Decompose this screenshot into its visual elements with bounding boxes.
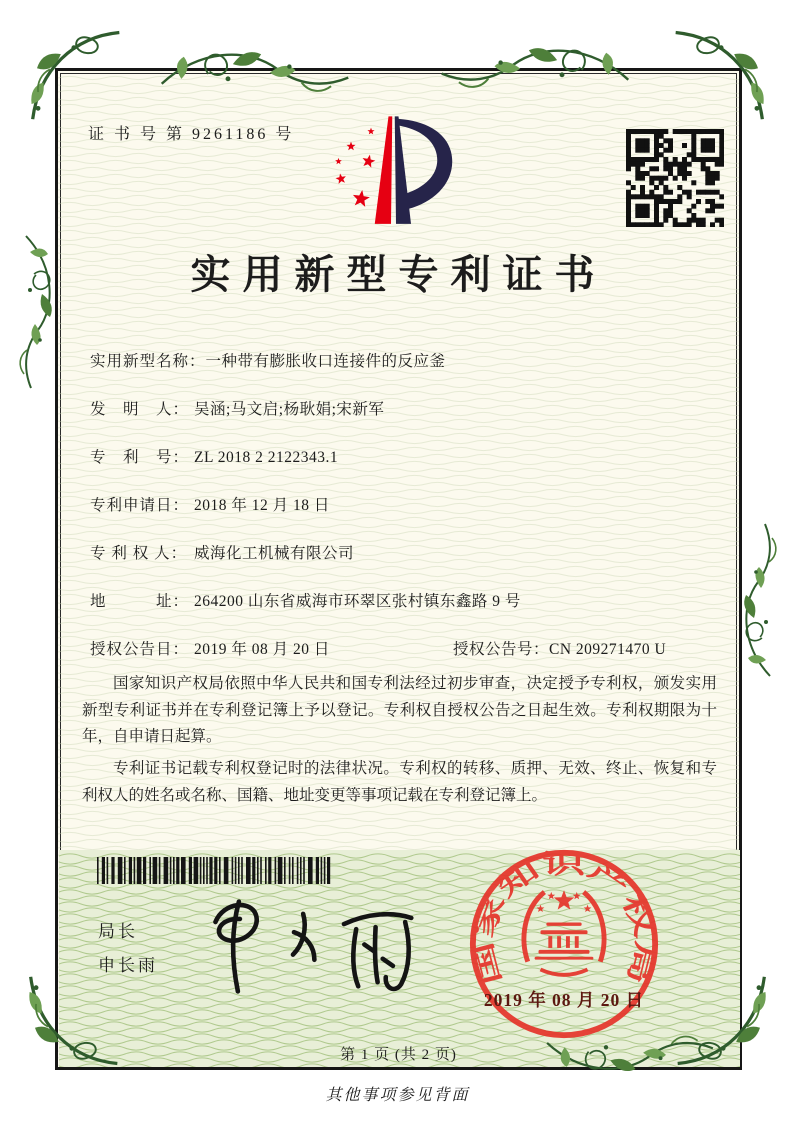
cnipa-logo-icon [326,111,476,243]
field-value: 一种带有膨胀收口连接件的反应釜 [205,353,446,370]
vine-ornament-icon [736,520,780,680]
official-seal-icon [466,846,662,1042]
field-row-filing-date [90,493,719,541]
field-value: 264200 山东省威海市环翠区张村镇东鑫路 9 号 [194,593,521,610]
field-label: 专利申请日： [90,497,190,514]
border-frame [55,68,742,1070]
qr-code [626,129,724,227]
national-emblem [524,890,604,975]
commissioner-post: 局长 [98,922,138,941]
page-indicator: 第 1 页 (共 2 页) [340,1047,457,1063]
legal-paragraph-grant: 国家知识产权局依照中华人民共和国专利法经过初步审查，决定授予专利权，颁发实用新型专利证书并在专利登记簿上予以登记。专利权自授权公告之日起生效。专利权期限为十年，自申请日起算。 [82,675,717,746]
field-label: 实用新型名称： [90,353,206,370]
certificate-title: 实用新型专利证书 [190,252,607,297]
field-value: 2019 年 08 月 20 日 [194,641,330,658]
seal-agency-text: 国家知识产权局 [467,849,661,988]
back-note: 其他事项参见背面 [325,1087,470,1104]
seal-date: 2019 年 08 月 20 日 [483,990,645,1010]
field-grant-number [453,637,666,659]
logo-red-wedge [375,116,393,224]
svg-text:国家知识产权局 [467,849,661,988]
field-label: 专 利 权 人： [90,545,188,562]
field-value: 2018 年 12 月 18 日 [194,497,330,514]
signature-icon [193,887,448,1005]
field-list [90,349,719,685]
field-value: 吴涵;马文启;杨耿娟;宋新军 [194,401,385,418]
field-label: 发 明 人： [90,401,190,418]
legal-paragraph-register: 专利证书记载专利权登记时的法律状况。专利权的转移、质押、无效、终止、恢复和专利权人的姓名或名称、国籍、地址变更等事项记载在专利登记簿上。 [82,759,717,804]
field-label: 地 址： [90,593,190,610]
barcode [96,857,334,884]
field-value: 威海化工机械有限公司 [194,545,355,562]
field-row-name [90,349,719,397]
legal-text [82,671,717,814]
field-row-address [90,589,719,637]
field-value: ZL 2018 2 2122343.1 [194,449,339,466]
field-row-patent-no [90,445,719,493]
field-row-inventors [90,397,719,445]
field-label: 专 利 号： [90,449,190,466]
certificate-number: 证 书 号 第 9261186 号 [88,126,295,143]
vine-ornament-icon [16,232,60,392]
commissioner-name: 申长雨 [98,956,158,975]
field-row-patentee [90,541,719,589]
field-value: CN 209271470 U [549,641,667,658]
field-label: 授权公告日： [90,641,190,658]
field-label: 授权公告号： [453,641,550,658]
